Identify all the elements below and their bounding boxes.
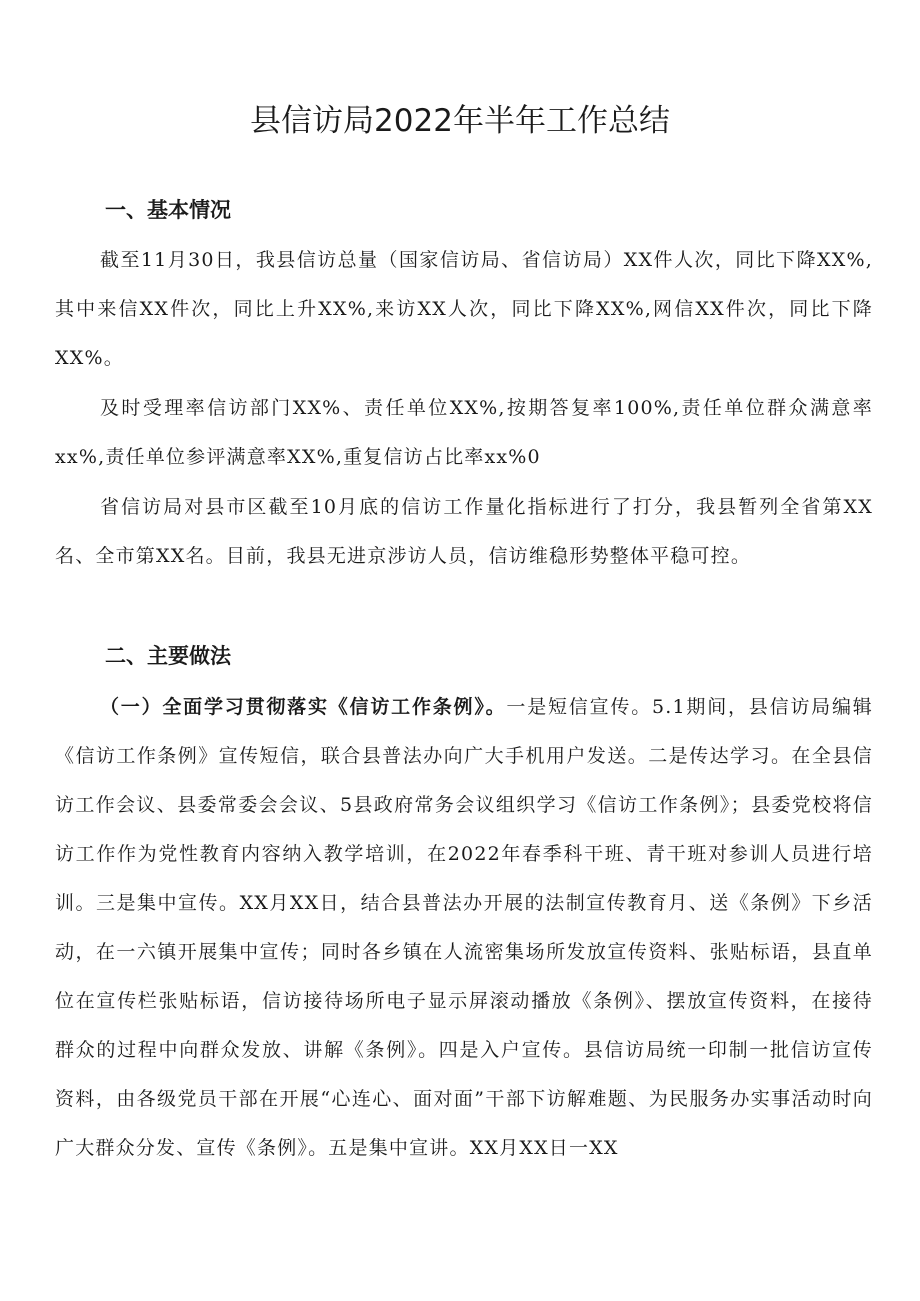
document-title: 县信访局2022年半年工作总结 [250,103,670,139]
paragraph-ranking: 省信访局对县市区截至10月底的信访工作量化指标进行了打分，我县暂列全省第XX名、全市第XX名。目前，我县无进京涉访人员，信访维稳形势整体平稳可控。 [55,496,873,567]
section-heading-basic-situation: 一、基本情况 [105,198,231,222]
subsection-lead: （一）全面学习贯彻落实《信访工作条例》。 [100,696,507,718]
paragraph-rates: 及时受理率信访部门XX%、责任单位XX%,按期答复率100%,责任单位群众满意率xx%,责任单位参评满意率XX%,重复信访占比率xx%0 [55,397,873,468]
subsection-body: 一是短信宣传。5.1期间，县信访局编辑《信访工作条例》宣传短信，联合县普法办向广大手机用户发送。二是传达学习。在全县信访工作会议、县委常委会会议、5县政府常务会议组织学习《信访工作条例》；县委党校将信访工作作为党性教育内容纳入教学培训，在2022年春季科干班、青干班对参训人员进行培训。三是集中宣传。XX月XX日，结合县普法办开展的法制宣传教育月、送《条例》下乡活动，在一六镇开展集中宣传；同时各乡镇在人流密集场所发放宣传资料、张贴标语，县直单位在宣传栏张贴标语，信访接待场所电子显示屏滚动播放《条例》、摆放宣传资料，在接待群众的过程中向群众发放、讲解《条例》。四是入户宣传。县信访局统一印制一批信访宣传资料，由各级党员干部在开展“心连心、面对面”干部下访解难题、为民服务办实事活动时向广大群众分发、宣传《条例》。五是集中宣讲。XX月XX日一XX [55,696,873,1159]
paragraph-statistics: 截至11月30日，我县信访总量（国家信访局、省信访局）XX件人次，同比下降XX%,其中来信XX件次，同比上升XX%,来访XX人次，同比下降XX%,网信XX件次，同比下降XX%。 [55,249,873,369]
paragraph-regulations-study [55,683,873,1173]
section-heading-main-practices: 二、主要做法 [105,644,231,668]
